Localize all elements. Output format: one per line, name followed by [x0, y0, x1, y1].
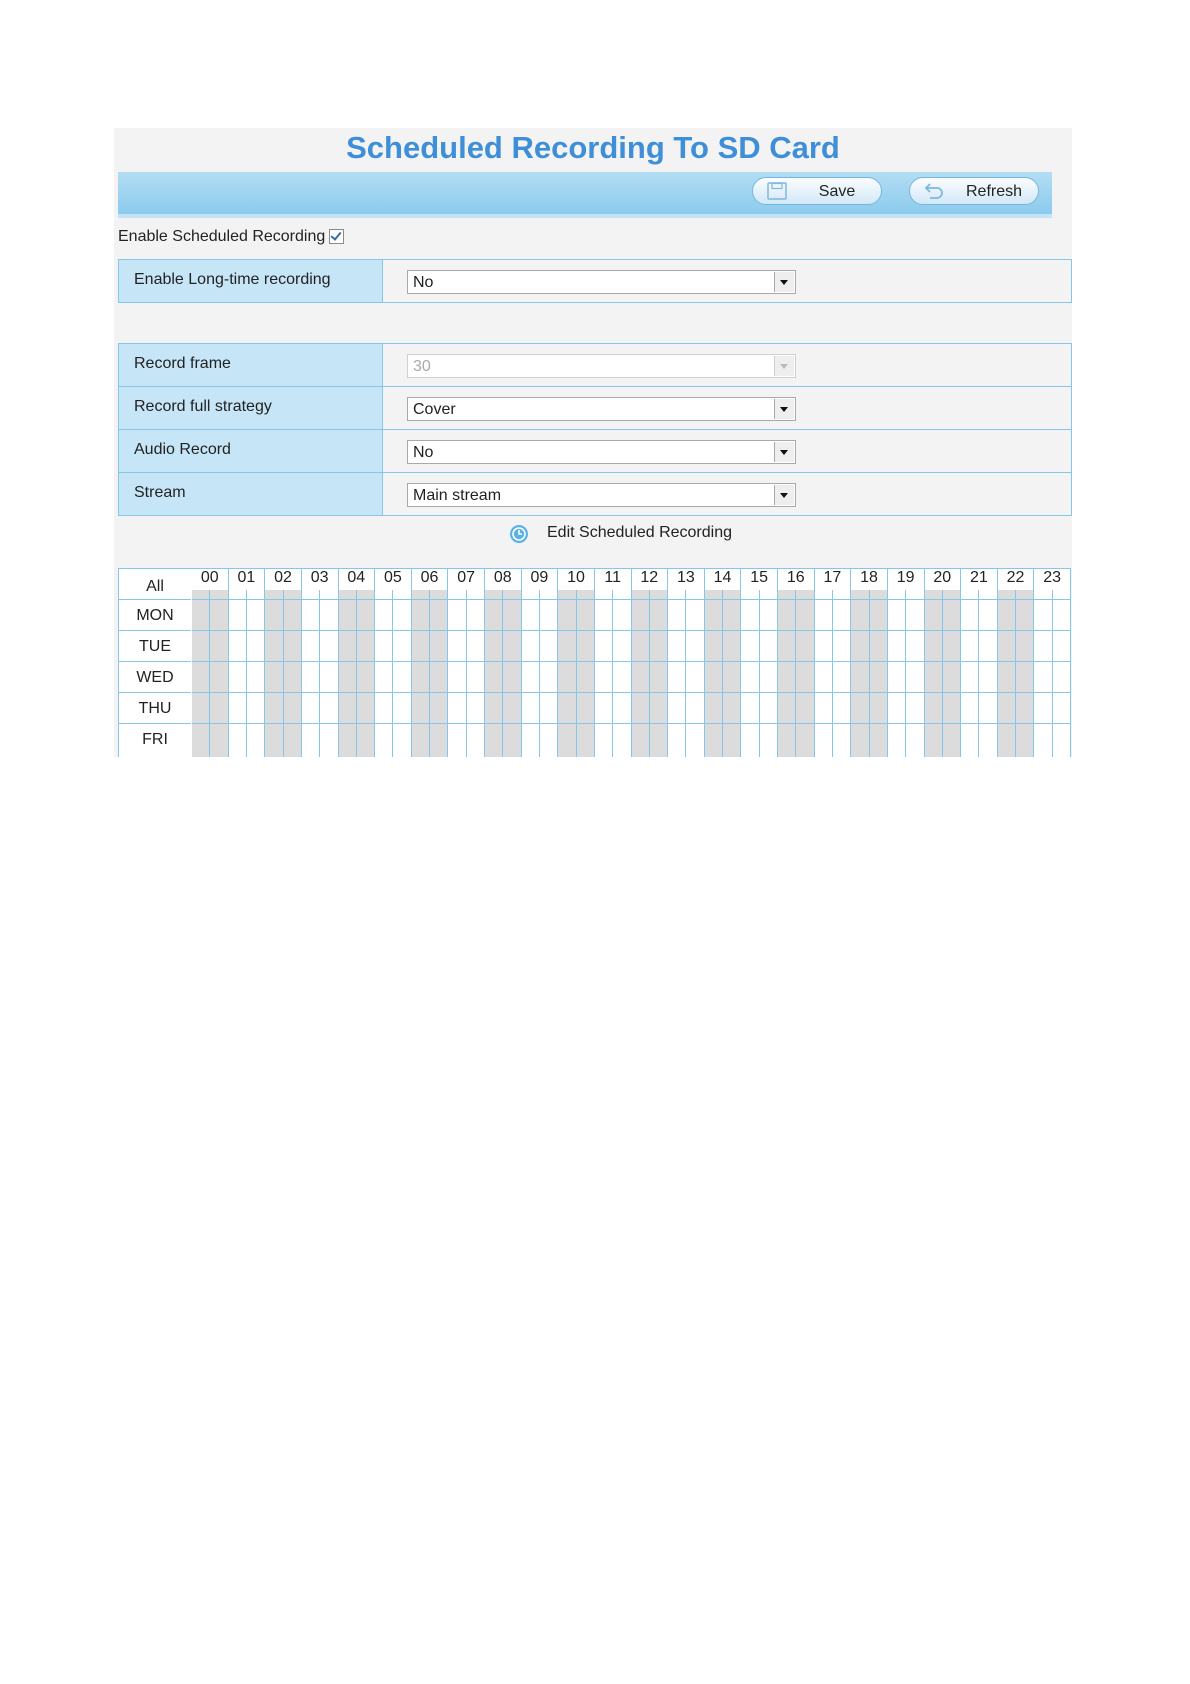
half-hour-column[interactable]	[815, 590, 833, 757]
stream-label: Stream	[119, 473, 383, 515]
long-time-select[interactable]	[407, 270, 796, 294]
hour-header[interactable]: 22	[998, 569, 1035, 590]
hour-header[interactable]: 17	[815, 569, 852, 590]
half-hour-column[interactable]	[1016, 590, 1034, 757]
half-hour-column[interactable]	[1034, 590, 1052, 757]
toolbar-divider	[118, 214, 1052, 218]
day-label[interactable]: TUE	[119, 630, 191, 661]
hour-header[interactable]: 20	[925, 569, 962, 590]
hour-header[interactable]: 01	[229, 569, 266, 590]
half-hour-column[interactable]	[247, 590, 265, 757]
day-row-divider	[192, 599, 1071, 600]
half-hour-column[interactable]	[503, 590, 521, 757]
hour-header[interactable]: 00	[192, 569, 229, 590]
half-hour-column[interactable]	[613, 590, 631, 757]
half-hour-column[interactable]	[1053, 590, 1071, 757]
half-hour-column[interactable]	[906, 590, 924, 757]
day-label[interactable]: THU	[119, 692, 191, 723]
record-full-strategy-select[interactable]	[407, 397, 796, 421]
half-hour-column[interactable]	[229, 590, 247, 757]
half-hour-column[interactable]	[979, 590, 997, 757]
refresh-arrow-icon	[924, 182, 944, 200]
half-hour-column[interactable]	[320, 590, 338, 757]
day-row-divider	[192, 723, 1071, 724]
clock-icon	[509, 524, 529, 544]
half-hour-column[interactable]	[357, 590, 375, 757]
day-row-divider	[192, 692, 1071, 693]
enable-scheduled-row	[118, 228, 344, 246]
edit-scheduled-recording-link[interactable]	[509, 524, 732, 542]
hour-header[interactable]: 08	[485, 569, 522, 590]
half-hour-column[interactable]	[284, 590, 302, 757]
hour-header[interactable]: 10	[558, 569, 595, 590]
half-hour-column[interactable]	[650, 590, 668, 757]
hour-header[interactable]: 04	[339, 569, 376, 590]
half-hour-column[interactable]	[522, 590, 540, 757]
page-title: Scheduled Recording To SD Card	[346, 130, 840, 165]
half-hour-column[interactable]	[577, 590, 595, 757]
half-hour-column[interactable]	[943, 590, 961, 757]
hour-header[interactable]: 18	[851, 569, 888, 590]
enable-scheduled-label: Enable Scheduled Recording	[118, 228, 326, 245]
day-label[interactable]: WED	[119, 661, 191, 692]
stream-row	[119, 473, 1071, 515]
day-label[interactable]: FRI	[119, 723, 191, 754]
half-hour-column[interactable]	[430, 590, 448, 757]
hour-header[interactable]: 05	[375, 569, 412, 590]
half-hour-column[interactable]	[778, 590, 796, 757]
hour-header[interactable]: 06	[412, 569, 449, 590]
half-hour-column[interactable]	[851, 590, 869, 757]
half-hour-column[interactable]	[412, 590, 430, 757]
chevron-down-icon	[774, 356, 794, 376]
half-hour-column[interactable]	[467, 590, 485, 757]
record-frame-label: Record frame	[119, 344, 383, 386]
hour-header[interactable]: 16	[778, 569, 815, 590]
half-hour-column[interactable]	[705, 590, 723, 757]
half-hour-column[interactable]	[741, 590, 759, 757]
hour-header[interactable]: 21	[961, 569, 998, 590]
refresh-button-label: Refresh	[965, 183, 1023, 200]
day-row-divider	[192, 630, 1071, 631]
half-hour-column[interactable]	[448, 590, 466, 757]
long-time-value: No	[413, 274, 434, 291]
half-hour-column[interactable]	[192, 590, 210, 757]
screenshot-frame	[114, 128, 1072, 757]
half-hour-column[interactable]	[265, 590, 283, 757]
record-frame-value: 30	[413, 358, 431, 375]
record-full-strategy-label: Record full strategy	[119, 387, 383, 429]
hour-header[interactable]: 19	[888, 569, 925, 590]
half-hour-column[interactable]	[485, 590, 503, 757]
chevron-down-icon	[774, 442, 794, 462]
half-hour-column[interactable]	[888, 590, 906, 757]
half-hour-column[interactable]	[668, 590, 686, 757]
half-hour-column[interactable]	[760, 590, 778, 757]
half-hour-column[interactable]	[393, 590, 411, 757]
record-full-strategy-row	[119, 387, 1071, 430]
day-row-divider	[192, 661, 1071, 662]
audio-record-label: Audio Record	[119, 430, 383, 472]
hour-header[interactable]: 03	[302, 569, 339, 590]
long-time-row	[119, 260, 1071, 302]
half-hour-column[interactable]	[302, 590, 320, 757]
half-hour-column[interactable]	[595, 590, 613, 757]
hour-header[interactable]: 13	[668, 569, 705, 590]
long-time-table	[118, 259, 1072, 303]
hour-header[interactable]: 12	[632, 569, 669, 590]
stream-value: Main stream	[413, 487, 502, 504]
long-time-label: Enable Long-time recording	[119, 260, 383, 302]
hour-columns	[192, 569, 1071, 757]
edit-scheduled-recording-label: Edit Scheduled Recording	[547, 524, 733, 541]
hour-header[interactable]: 23	[1034, 569, 1071, 590]
hour-header[interactable]: 02	[265, 569, 302, 590]
half-hour-column[interactable]	[339, 590, 357, 757]
settings-table	[118, 343, 1072, 516]
audio-record-row	[119, 430, 1071, 473]
hour-header[interactable]: 07	[448, 569, 485, 590]
half-hour-column[interactable]	[961, 590, 979, 757]
record-frame-select	[407, 354, 796, 378]
toolbar	[118, 172, 1052, 214]
save-button-label: Save	[818, 183, 856, 200]
refresh-button[interactable]	[909, 177, 1039, 205]
save-button[interactable]	[752, 177, 882, 205]
floppy-disk-icon	[767, 182, 787, 200]
half-hour-column[interactable]	[210, 590, 228, 757]
half-hour-column[interactable]	[925, 590, 943, 757]
half-hour-column[interactable]	[796, 590, 814, 757]
enable-scheduled-checkbox[interactable]	[329, 229, 344, 244]
hour-header[interactable]: 11	[595, 569, 632, 590]
chevron-down-icon	[774, 485, 794, 505]
select-all-cell[interactable]: All	[146, 578, 164, 595]
hour-header[interactable]: 09	[522, 569, 559, 590]
half-hour-column[interactable]	[870, 590, 888, 757]
half-hour-column[interactable]	[540, 590, 558, 757]
audio-record-select[interactable]	[407, 440, 796, 464]
stream-select[interactable]	[407, 483, 796, 507]
hour-header[interactable]: 15	[741, 569, 778, 590]
audio-record-value: No	[413, 444, 434, 461]
half-hour-column[interactable]	[375, 590, 393, 757]
day-label[interactable]: MON	[119, 599, 191, 630]
record-frame-row	[119, 344, 1071, 387]
half-hour-column[interactable]	[998, 590, 1016, 757]
half-hour-column[interactable]	[686, 590, 704, 757]
chevron-down-icon	[774, 399, 794, 419]
chevron-down-icon	[774, 272, 794, 292]
half-hour-column[interactable]	[833, 590, 851, 757]
half-hour-column[interactable]	[723, 590, 741, 757]
hour-header[interactable]: 14	[705, 569, 742, 590]
record-full-strategy-value: Cover	[413, 401, 456, 418]
half-hour-column[interactable]	[632, 590, 650, 757]
half-hour-column[interactable]	[558, 590, 576, 757]
schedule-grid[interactable]	[118, 568, 1071, 757]
